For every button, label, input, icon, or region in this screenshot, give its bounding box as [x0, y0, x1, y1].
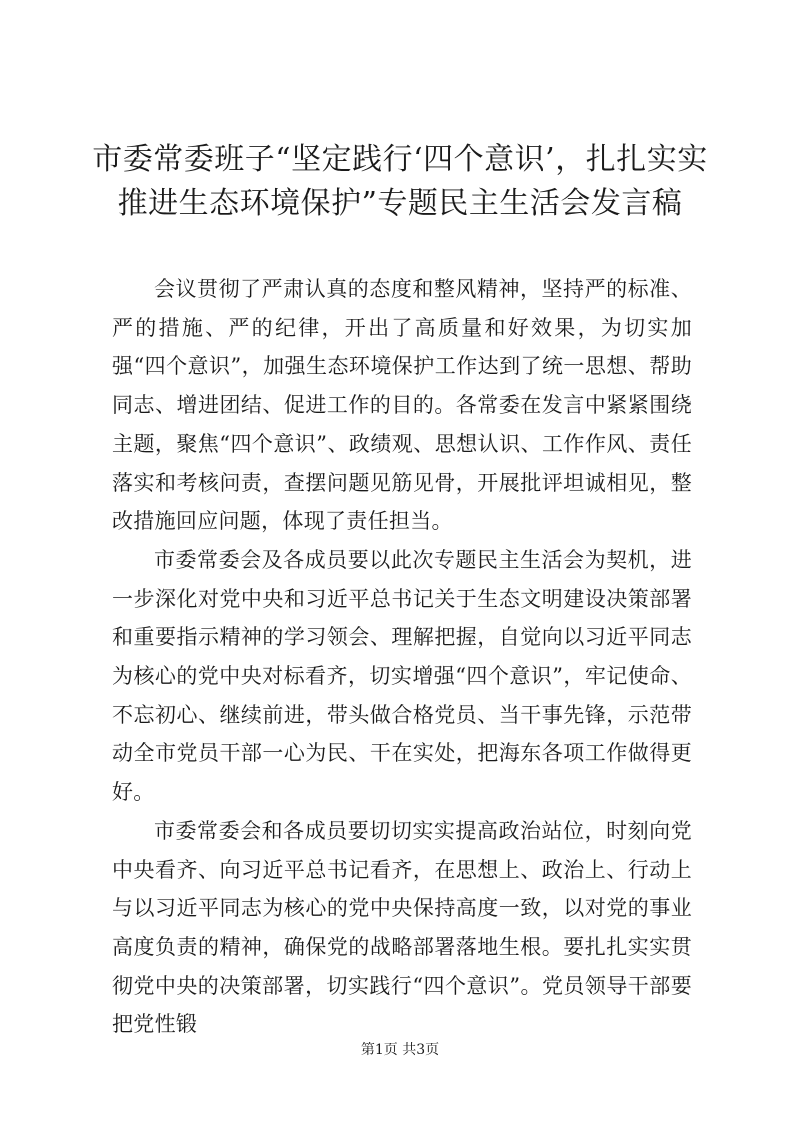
paragraph-2: 市委常委会及各成员要以此次专题民主生活会为契机，进一步深化对党中央和习近平总书记关于生态文明建设决策部署和重要指示精神的学习领会、理解把握，自觉向以习近平同志为核心的党中央对标看齐，切实增强“四个意识”，牢记使命、不忘初心、继续前进，带头做合格党员、当干事先锋，示范带动全市党员干部一心为民、干在实处，把海东各项工作做得更好。 — [112, 547, 692, 805]
document-body — [112, 270, 692, 1044]
paragraph-1: 会议贯彻了严肃认真的态度和整风精神，坚持严的标准、严的措施、严的纪律，开出了高质量和好效果，为切实加强“四个意识”，加强生态环境保护工作达到了统一思想、帮助同志、增进团结、促进工作的目的。各常委在发言中紧紧围绕主题，聚焦“四个意识”、政绩观、思想认识、工作作风、责任落实和考核问责，查摆问题见筋见骨，开展批评坦诚相见，整改措施回应问题，体现了责任担当。 — [112, 277, 692, 534]
document-title: 市委常委班子“坚定践行‘四个意识’，扎扎实实推进生态环境保护”专题民主生活会发言稿 — [92, 142, 708, 221]
page-footer: 第1页 共3页 — [360, 1042, 440, 1058]
paragraph-3: 市委常委会和各成员要切切实实提高政治站位，时刻向党中央看齐、向习近平总书记看齐，在思想上、政治上、行动上与以习近平同志为核心的党中央保持高度一致，以对党的事业高度负责的精神，确保党的战略部署落地生根。要扎扎实实贯彻党中央的决策部署，切实践行“四个意识”。党员领导干部要把党性锻 — [112, 818, 692, 1037]
